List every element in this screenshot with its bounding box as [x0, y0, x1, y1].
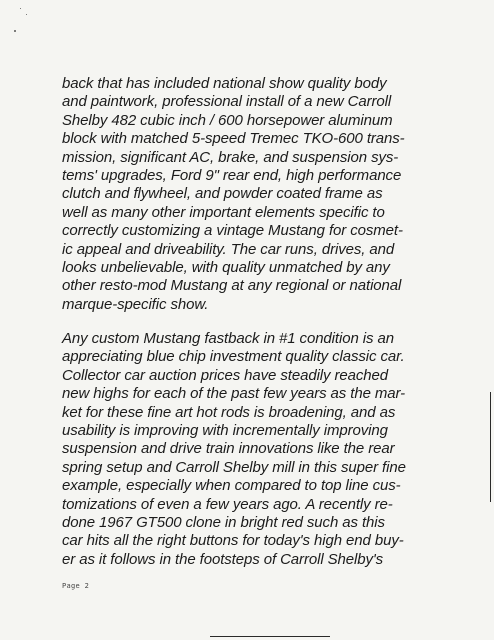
- text-line: well as many other important elements specific to: [62, 203, 385, 221]
- text-line: ket for these fine art hot rods is broadening, and as: [62, 403, 396, 421]
- text-line: spring setup and Carroll Shelby mill in this super fine: [62, 458, 406, 476]
- text-line: looks unbelievable, with quality unmatched by any: [62, 259, 390, 277]
- text-line: block with matched 5-speed Tremec TKO-600 trans-: [62, 130, 405, 148]
- scan-edge-bottom: [210, 636, 330, 637]
- scan-speck: [26, 14, 27, 15]
- text-line: done 1967 GT500 clone in bright red such as this: [62, 514, 385, 532]
- text-line: back that has included national show quality body: [62, 75, 387, 92]
- text-line: other resto-mod Mustang at any regional or national: [62, 277, 402, 295]
- page-number-footer: Page 2: [62, 582, 90, 590]
- text-line: Any custom Mustang fastback in #1 condition is an: [62, 330, 394, 347]
- text-line: correctly customizing a vintage Mustang for cosmet-: [62, 222, 403, 240]
- text-line: er as it follows in the footsteps of Carroll Shelby's: [62, 550, 384, 568]
- text-line: car hits all the right buttons for today's high end buy-: [62, 532, 404, 550]
- text-line: tomizations of even a few years ago. A recently re-: [62, 495, 393, 513]
- text-line: suspension and drive train innovations like the rear: [62, 440, 395, 458]
- scan-speck: [14, 30, 16, 32]
- scan-edge-right: [490, 392, 491, 502]
- body-paragraph-2: [62, 330, 454, 569]
- text-line: mission, significant AC, brake, and suspension sys-: [62, 148, 399, 166]
- body-paragraph-1: [62, 75, 454, 314]
- text-line: Shelby 482 cubic inch / 600 horsepower aluminum: [62, 111, 393, 129]
- text-line: appreciating blue chip investment quality classic car.: [62, 348, 405, 366]
- text-line: new highs for each of the past few years as the mar-: [62, 385, 406, 403]
- text-line: Collector car auction prices have steadily reached: [62, 366, 389, 384]
- text-line: marque-specific show.: [62, 295, 209, 313]
- text-line: ic appeal and driveability. The car runs, drives, and: [62, 240, 395, 258]
- text-line: tems' upgrades, Ford 9" rear end, high performance: [62, 167, 402, 185]
- text-line: clutch and flywheel, and powder coated frame as: [62, 185, 383, 203]
- text-line: usability is improving with incrementally improving: [62, 422, 388, 440]
- text-line: example, especially when compared to top line cus-: [62, 477, 401, 495]
- scan-speck: [20, 8, 21, 9]
- text-line: and paintwork, professional install of a new Carroll: [62, 93, 392, 111]
